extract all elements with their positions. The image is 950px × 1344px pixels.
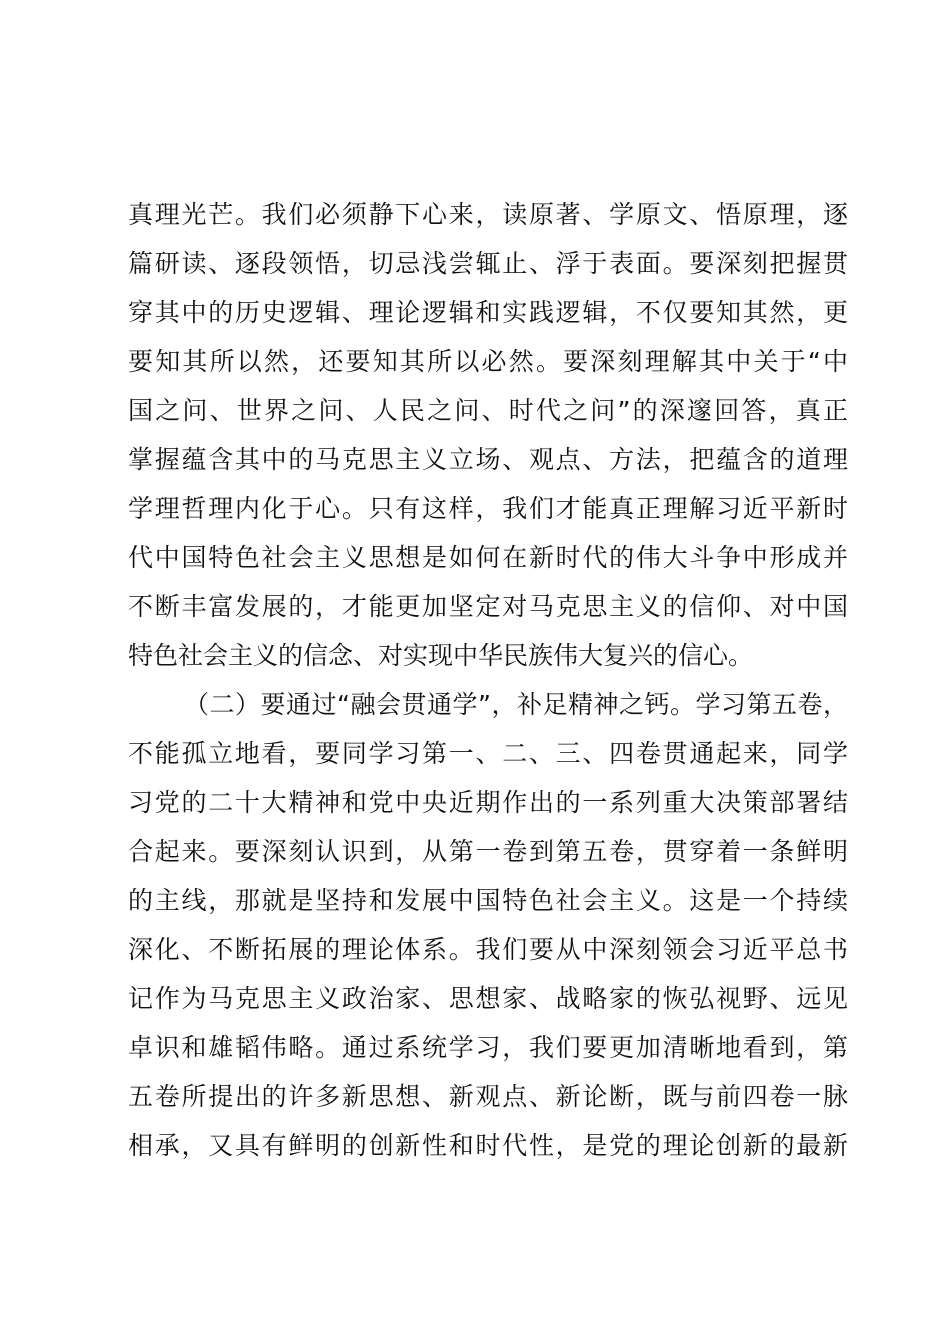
body-text [128,190,848,1170]
text-line: 真理光芒。我们必须静下心来，读原著、学原文、悟原理，逐 [128,200,848,229]
text-line: 国之问、世界之问、人民之问、时代之问”的深邃回答，真正 [128,396,848,425]
text-line: 五卷所提出的许多新思想、新观点、新论断，既与前四卷一脉 [128,1082,848,1111]
text-line: 特色社会主义的信念、对实现中华民族伟大复兴的信心。 [128,641,754,670]
text-line: 合起来。要深刻认识到，从第一卷到第五卷，贯穿着一条鲜明 [128,837,848,866]
text-line: 不断丰富发展的，才能更加坚定对马克思主义的信仰、对中国 [128,592,848,621]
text-line: 代中国特色社会主义思想是如何在新时代的伟大斗争中形成并 [128,543,848,572]
text-line: 记作为马克思主义政治家、思想家、战略家的恢弘视野、远见 [128,984,848,1013]
text-line: 习党的二十大精神和党中央近期作出的一系列重大决策部署结 [128,788,848,817]
text-line: 不能孤立地看，要同学习第一、二、三、四卷贯通起来，同学 [128,739,848,768]
text-line: 学理哲理内化于心。只有这样，我们才能真正理解习近平新时 [128,494,848,523]
paragraph-1 [128,190,848,680]
text-line: 要知其所以然，还要知其所以必然。要深刻理解其中关于“中 [128,347,848,376]
text-line: 相承，又具有鲜明的创新性和时代性，是党的理论创新的最新 [128,1131,848,1160]
paragraph-2 [128,680,848,1170]
text-line: 篇研读、逐段领悟，切忌浅尝辄止、浮于表面。要深刻把握贯 [128,249,848,278]
text-line: 卓识和雄韬伟略。通过系统学习，我们要更加清晰地看到，第 [128,1033,848,1062]
text-line: 的主线，那就是坚持和发展中国特色社会主义。这是一个持续 [128,886,848,915]
text-line: 深化、不断拓展的理论体系。我们要从中深刻领会习近平总书 [128,935,848,964]
text-line: 掌握蕴含其中的马克思主义立场、观点、方法，把蕴含的道理 [128,445,848,474]
text-line: 穿其中的历史逻辑、理论逻辑和实践逻辑，不仅要知其然，更 [128,298,848,327]
section-heading-line: （二）要通过“融会贯通学”，补足精神之钙。学习第五卷， [184,690,848,719]
